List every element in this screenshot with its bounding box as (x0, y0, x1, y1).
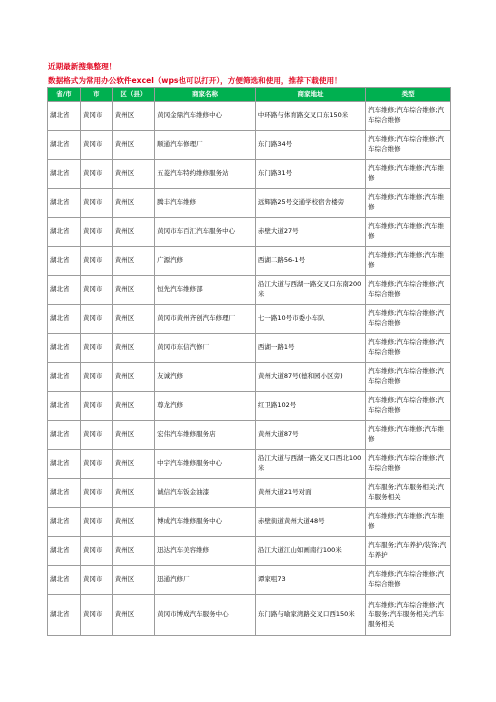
cell-merchant-name: 黄冈市黄州齐创汽车修理厂 (155, 305, 256, 334)
cell-type: 汽车维修;汽车综合维修;汽车综合维修 (366, 450, 451, 479)
table-row (48, 450, 451, 479)
cell-type: 汽车维修;汽车综合维修;汽车综合维修 (366, 566, 451, 595)
cell-city: 黄冈市 (80, 102, 112, 131)
cell-province: 湖北省 (48, 131, 81, 160)
cell-district: 黄州区 (112, 595, 154, 636)
cell-province: 湖北省 (48, 276, 81, 305)
cell-district: 黄州区 (112, 131, 154, 160)
cell-merchant-name: 黄冈市东信汽修厂 (155, 334, 256, 363)
cell-merchant-name: 博成汽车维修服务中心 (155, 508, 256, 537)
cell-type: 汽车服务;汽车养护/装饰;汽车养护 (366, 537, 451, 566)
cell-province: 湖北省 (48, 566, 81, 595)
cell-district: 黄州区 (112, 566, 154, 595)
cell-merchant-address: 黄州大道21号对面 (255, 479, 365, 508)
cell-province: 湖北省 (48, 479, 81, 508)
cell-type: 汽车维修;汽车维修;汽车维修 (366, 247, 451, 276)
cell-district: 黄州区 (112, 218, 154, 247)
cell-district: 黄州区 (112, 276, 154, 305)
table-row (48, 421, 451, 450)
cell-type: 汽车维修;汽车综合维修;汽车综合维修 (366, 131, 451, 160)
cell-merchant-address: 赤壁街道黄州大道48号 (255, 508, 365, 537)
cell-type: 汽车维修;汽车维修;汽车维修 (366, 160, 451, 189)
cell-merchant-address: 沿江大道与西湖一路交叉口东南200米 (255, 276, 365, 305)
cell-province: 湖北省 (48, 189, 81, 218)
cell-district: 黄州区 (112, 363, 154, 392)
table-row (48, 305, 451, 334)
cell-merchant-name: 宏伟汽车维修服务店 (155, 421, 256, 450)
table-row (48, 566, 451, 595)
cell-province: 湖北省 (48, 421, 81, 450)
cell-province: 湖北省 (48, 334, 81, 363)
cell-merchant-address: 西湖二路56-1号 (255, 247, 365, 276)
cell-province: 湖北省 (48, 537, 81, 566)
cell-city: 黄冈市 (80, 131, 112, 160)
cell-merchant-address: 沿江大道江山如画南行100米 (255, 537, 365, 566)
cell-city: 黄冈市 (80, 160, 112, 189)
cell-merchant-address: 中环路与体育路交叉口东150米 (255, 102, 365, 131)
header-province: 省/市 (48, 88, 81, 102)
cell-province: 湖北省 (48, 102, 81, 131)
cell-merchant-name: 广源汽修 (155, 247, 256, 276)
cell-type: 汽车维修;汽车综合维修;汽车综合维修 (366, 276, 451, 305)
table-row (48, 479, 451, 508)
cell-district: 黄州区 (112, 334, 154, 363)
cell-province: 湖北省 (48, 595, 81, 636)
cell-merchant-name: 迅达汽车美容维修 (155, 537, 256, 566)
cell-city: 黄冈市 (80, 566, 112, 595)
cell-merchant-name: 腾丰汽车维修 (155, 189, 256, 218)
cell-city: 黄冈市 (80, 247, 112, 276)
cell-district: 黄州区 (112, 421, 154, 450)
cell-city: 黄冈市 (80, 305, 112, 334)
cell-merchant-name: 友诚汽修 (155, 363, 256, 392)
cell-district: 黄州区 (112, 392, 154, 421)
cell-district: 黄州区 (112, 247, 154, 276)
cell-province: 湖北省 (48, 247, 81, 276)
notice-line-2: 数据格式为常用办公软件excel（wps也可以打开），方便筛选和使用，推荐下载使用！ (48, 76, 342, 85)
cell-province: 湖北省 (48, 218, 81, 247)
cell-merchant-name: 黄冈市博成汽车服务中心 (155, 595, 256, 636)
table-row (48, 508, 451, 537)
cell-province: 湖北省 (48, 363, 81, 392)
notice-line-1: 近期最新搜集整理！ (48, 62, 117, 71)
cell-type: 汽车维修;汽车综合维修;汽车综合维修 (366, 392, 451, 421)
cell-merchant-name: 黄冈市车百汇汽车服务中心 (155, 218, 256, 247)
cell-merchant-address: 七一路10号市委小车队 (255, 305, 365, 334)
table-body (48, 102, 451, 636)
cell-city: 黄冈市 (80, 392, 112, 421)
merchant-table (47, 87, 451, 636)
header-district: 区（县） (112, 88, 154, 102)
cell-type: 汽车维修;汽车维修;汽车维修 (366, 218, 451, 247)
cell-type: 汽车维修;汽车综合维修;汽车综合维修 (366, 305, 451, 334)
header-city: 市 (80, 88, 112, 102)
cell-merchant-address: 西湖一路1号 (255, 334, 365, 363)
cell-city: 黄冈市 (80, 276, 112, 305)
cell-merchant-address: 黄州大道87号 (255, 421, 365, 450)
cell-merchant-address: 谭家咀73 (255, 566, 365, 595)
cell-province: 湖北省 (48, 392, 81, 421)
cell-district: 黄州区 (112, 102, 154, 131)
table-header-row (48, 88, 451, 102)
table-row (48, 363, 451, 392)
cell-merchant-name: 黄冈金鼎汽车维修中心 (155, 102, 256, 131)
cell-merchant-name: 诚信汽车钣金油漆 (155, 479, 256, 508)
cell-province: 湖北省 (48, 508, 81, 537)
cell-type: 汽车维修;汽车综合维修;汽车综合维修 (366, 334, 451, 363)
cell-merchant-address: 远辉路25号交通学校宿舍楼旁 (255, 189, 365, 218)
cell-type: 汽车维修;汽车维修;汽车维修 (366, 508, 451, 537)
cell-city: 黄冈市 (80, 189, 112, 218)
table-row (48, 247, 451, 276)
cell-city: 黄冈市 (80, 421, 112, 450)
cell-city: 黄冈市 (80, 450, 112, 479)
header-merchant-name: 商家名称 (155, 88, 256, 102)
table-row (48, 392, 451, 421)
table-row (48, 131, 451, 160)
table-row (48, 334, 451, 363)
header-merchant-address: 商家地址 (255, 88, 365, 102)
cell-merchant-name: 中宇汽车维修服务中心 (155, 450, 256, 479)
cell-type: 汽车维修;汽车综合维修;汽车综合维修 (366, 363, 451, 392)
cell-merchant-address: 红卫路102号 (255, 392, 365, 421)
cell-province: 湖北省 (48, 160, 81, 189)
cell-merchant-address: 东门路与喻家湾路交叉口西150米 (255, 595, 365, 636)
header-type: 类型 (366, 88, 451, 102)
cell-district: 黄州区 (112, 508, 154, 537)
table-row (48, 189, 451, 218)
table-row (48, 160, 451, 189)
cell-merchant-name: 顺通汽车修理厂 (155, 131, 256, 160)
cell-city: 黄冈市 (80, 537, 112, 566)
cell-district: 黄州区 (112, 450, 154, 479)
cell-city: 黄冈市 (80, 479, 112, 508)
cell-type: 汽车维修;汽车维修;汽车维修 (366, 189, 451, 218)
cell-merchant-address: 赤壁大道27号 (255, 218, 365, 247)
cell-merchant-address: 沿江大道与西湖一路交叉口西北100米 (255, 450, 365, 479)
cell-district: 黄州区 (112, 160, 154, 189)
cell-merchant-address: 东门路31号 (255, 160, 365, 189)
cell-city: 黄冈市 (80, 508, 112, 537)
cell-province: 湖北省 (48, 305, 81, 334)
cell-merchant-address: 东门路34号 (255, 131, 365, 160)
cell-merchant-name: 五菱汽车特约维修服务站 (155, 160, 256, 189)
table-row (48, 595, 451, 636)
table-row (48, 218, 451, 247)
cell-city: 黄冈市 (80, 334, 112, 363)
table-row (48, 102, 451, 131)
cell-district: 黄州区 (112, 189, 154, 218)
cell-district: 黄州区 (112, 479, 154, 508)
cell-type: 汽车维修;汽车综合维修;汽车综合维修 (366, 102, 451, 131)
cell-district: 黄州区 (112, 537, 154, 566)
cell-type: 汽车服务;汽车服务相关;汽车服务相关 (366, 479, 451, 508)
cell-type: 汽车维修;汽车综合维修;汽车服务;汽车服务相关;汽车服务相关 (366, 595, 451, 636)
cell-city: 黄冈市 (80, 595, 112, 636)
cell-city: 黄冈市 (80, 218, 112, 247)
cell-type: 汽车维修;汽车维修;汽车维修 (366, 421, 451, 450)
cell-district: 黄州区 (112, 305, 154, 334)
table-row (48, 276, 451, 305)
cell-merchant-name: 迅通汽修厂 (155, 566, 256, 595)
cell-province: 湖北省 (48, 450, 81, 479)
table-row (48, 537, 451, 566)
cell-city: 黄冈市 (80, 363, 112, 392)
cell-merchant-address: 黄州大道87号(德和园小区旁) (255, 363, 365, 392)
cell-merchant-name: 尊龙汽修 (155, 392, 256, 421)
cell-merchant-name: 恒先汽车维修部 (155, 276, 256, 305)
